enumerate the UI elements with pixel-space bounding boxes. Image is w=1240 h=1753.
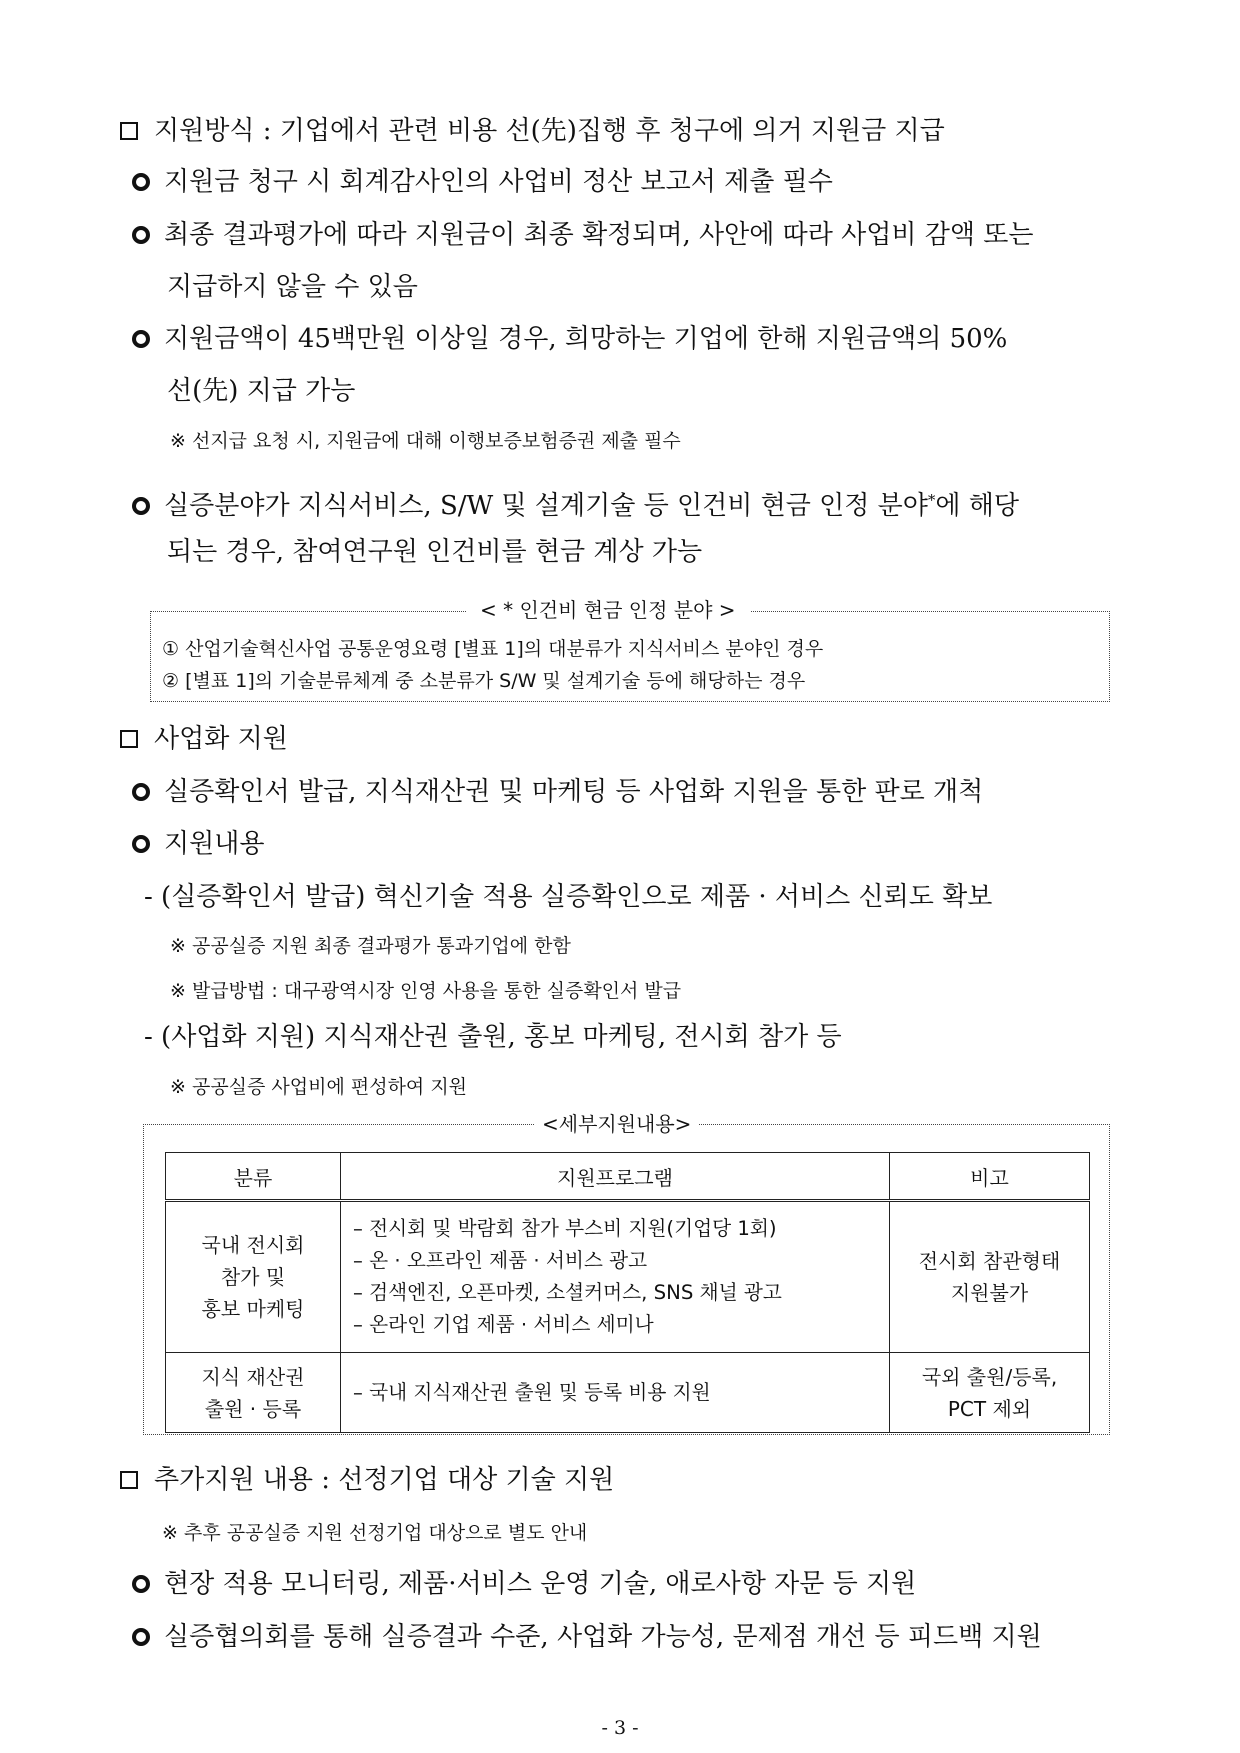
circle-bullet-icon <box>132 330 150 348</box>
section-heading-additional-support <box>120 1463 614 1497</box>
program-line: – 온 · 오프라인 제품 · 서비스 광고 <box>353 1249 648 1272</box>
bullet-item <box>132 218 1034 252</box>
reference-note: ※ 발급방법 : 대구광역시장 인영 사용을 통한 실증확인서 발급 <box>170 980 682 1002</box>
reference-note: ※ 추후 공공실증 지원 선정기업 대상으로 별도 안내 <box>162 1522 588 1544</box>
page-number: - 3 - <box>601 1717 639 1739</box>
bullet-text: 지원내용 <box>164 829 265 859</box>
checkbox-square-icon <box>120 122 138 140</box>
section-heading-commercialization <box>120 722 288 756</box>
dash-item: - (사업화 지원) 지식재산권 출원, 홍보 마케팅, 전시회 참가 등 <box>144 1022 842 1052</box>
bullet-item <box>132 1567 916 1601</box>
category-line: 홍보 마케팅 <box>201 1297 305 1321</box>
category-line: 참가 및 <box>220 1265 286 1289</box>
bullet-item <box>132 775 983 809</box>
header-category: 분류 <box>166 1153 341 1201</box>
bullet-text: 실증협의회를 통해 실증결과 수준, 사업화 가능성, 문제점 개선 등 피드백 지원 <box>164 1622 1042 1652</box>
circle-bullet-icon <box>132 226 150 244</box>
section-heading-support-method <box>120 114 945 148</box>
remarks-line: 국외 출원/등록, <box>921 1364 1058 1389</box>
remarks-line: PCT 제외 <box>947 1396 1032 1421</box>
table-header-row <box>166 1153 1090 1201</box>
table-row <box>166 1353 1090 1433</box>
bullet-continuation: 되는 경우, 참여연구원 인건비를 현금 계상 가능 <box>167 537 703 567</box>
circle-bullet-icon <box>132 1575 150 1593</box>
bullet-item <box>132 1620 1042 1654</box>
table-caption: <세부지원내용> <box>534 1111 699 1137</box>
bullet-continuation: 지급하지 않을 수 있음 <box>167 272 418 302</box>
heading-text: 사업화 지원 <box>154 724 288 754</box>
box-item: ② [별표 1]의 기술분류체계 중 소분류가 S/W 및 설계기술 등에 해당하는 경우 <box>162 670 806 692</box>
circle-bullet-icon <box>132 1628 150 1646</box>
remarks-cell <box>890 1201 1090 1353</box>
bullet-text: 실증확인서 발급, 지식재산권 및 마케팅 등 사업화 지원을 통한 판로 개척 <box>164 777 984 807</box>
bullet-item <box>132 322 1007 356</box>
bullet-text: 지원금 청구 시 회계감사인의 사업비 정산 보고서 제출 필수 <box>164 167 833 197</box>
remarks-line: 전시회 참관형태 <box>918 1249 1061 1273</box>
reference-note: ※ 공공실증 사업비에 편성하여 지원 <box>170 1076 468 1098</box>
footnote-star: * <box>927 491 936 509</box>
program-line: – 온라인 기업 제품 · 서비스 세미나 <box>353 1313 654 1336</box>
program-cell <box>341 1353 890 1433</box>
box-title: < * 인건비 현금 인정 분야 > <box>466 597 750 623</box>
bullet-text: 지원금액이 45백만원 이상일 경우, 희망하는 기업에 한해 지원금액의 50% <box>164 324 1008 354</box>
program-line: – 국내 지식재산권 출원 및 등록 비용 지원 <box>353 1380 711 1404</box>
circle-bullet-icon <box>132 835 150 853</box>
bullet-text: 현장 적용 모니터링, 제품·서비스 운영 기술, 애로사항 자문 등 지원 <box>164 1569 917 1599</box>
reference-note: ※ 공공실증 지원 최종 결과평가 통과기업에 한함 <box>170 935 571 957</box>
heading-text: 추가지원 내용 : 선정기업 대상 기술 지원 <box>154 1465 615 1495</box>
heading-text: 지원방식 : 기업에서 관련 비용 선(先)집행 후 청구에 의거 지원금 지급 <box>154 116 945 146</box>
header-program: 지원프로그램 <box>341 1153 890 1201</box>
circle-bullet-icon <box>132 497 150 515</box>
remarks-line: 지원불가 <box>950 1281 1029 1305</box>
dash-item: - (실증확인서 발급) 혁신기술 적용 실증확인으로 제품 · 서비스 신뢰도 확보 <box>144 882 993 912</box>
bullet-item <box>132 827 264 861</box>
program-line: – 검색엔진, 오픈마켓, 소셜커머스, SNS 채널 광고 <box>353 1281 782 1304</box>
bullet-text: 실증분야가 지식서비스, S/W 및 설계기술 등 인건비 현금 인정 분야 <box>164 491 928 521</box>
support-detail-table <box>165 1152 1090 1433</box>
category-line: 지식 재산권 <box>201 1364 305 1389</box>
circle-bullet-icon <box>132 173 150 191</box>
bullet-item <box>132 165 833 199</box>
bullet-text: 최종 결과평가에 따라 지원금이 최종 확정되며, 사안에 따라 사업비 감액 또는 <box>164 220 1034 250</box>
bullet-continuation: 선(先) 지급 가능 <box>167 376 356 406</box>
checkbox-square-icon <box>120 1471 138 1489</box>
table-row <box>166 1201 1090 1353</box>
program-cell <box>341 1201 890 1353</box>
box-item: ① 산업기술혁신사업 공통운영요령 [별표 1]의 대분류가 지식서비스 분야인 경우 <box>162 638 824 660</box>
bullet-text-tail: 에 해당 <box>935 491 1019 521</box>
category-cell <box>166 1201 341 1353</box>
circle-bullet-icon <box>132 783 150 801</box>
category-line: 국내 전시회 <box>201 1233 305 1257</box>
checkbox-square-icon <box>120 730 138 748</box>
reference-note: ※ 선지급 요청 시, 지원금에 대해 이행보증보험증권 제출 필수 <box>170 430 681 452</box>
program-line: – 전시회 및 박람회 참가 부스비 지원(기업당 1회) <box>353 1217 777 1240</box>
category-line: 출원 · 등록 <box>204 1396 302 1421</box>
bullet-item <box>132 483 1019 523</box>
header-remarks: 비고 <box>890 1153 1090 1201</box>
category-cell <box>166 1353 341 1433</box>
remarks-cell <box>890 1353 1090 1433</box>
